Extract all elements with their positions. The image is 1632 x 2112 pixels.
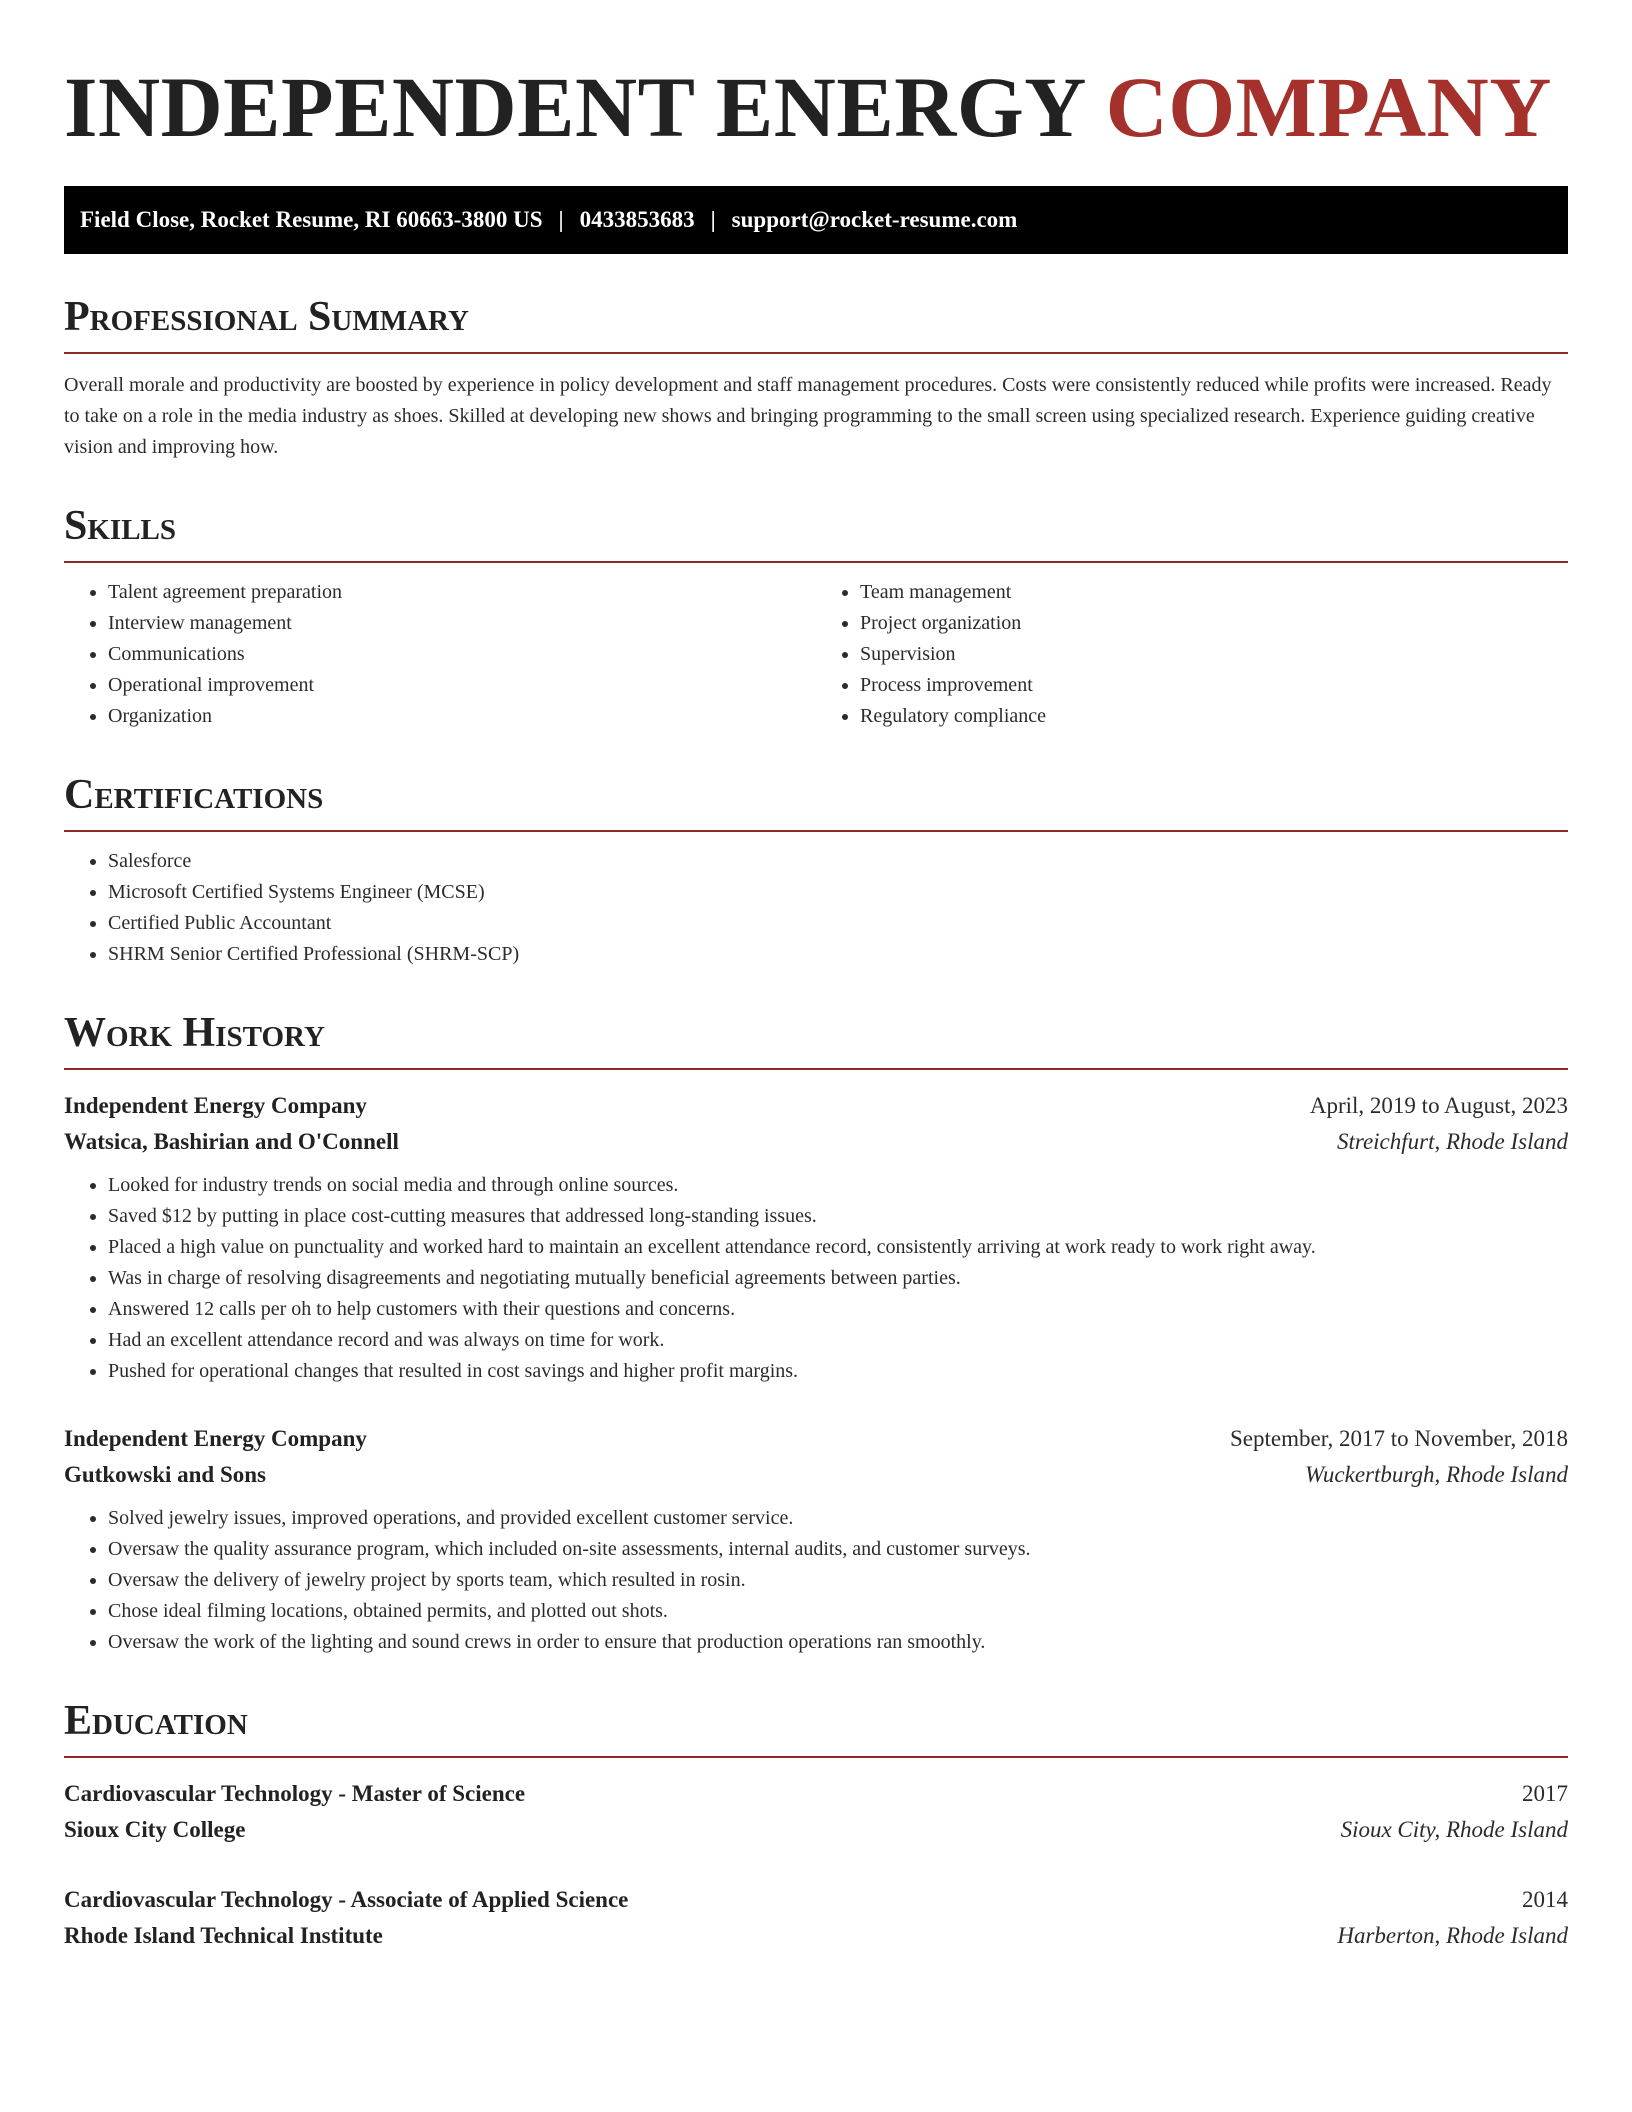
- education-degree: Cardiovascular Technology - Associate of Applied Science: [64, 1887, 629, 1912]
- education-entry: [64, 1882, 1568, 1954]
- job-location: Wuckertburgh, Rhode Island: [1305, 1462, 1568, 1487]
- job-bullets: [64, 1503, 1568, 1658]
- certification-item: • SHRM Senior Certified Professional (SHRM-SCP): [108, 939, 1568, 970]
- job-bullet: • Answered 12 calls per oh to help customers with their questions and concerns.: [108, 1294, 1568, 1325]
- skills-list-right: [816, 577, 1568, 732]
- skill-item: • Process improvement: [860, 670, 1568, 701]
- work-history-section: [64, 1012, 1568, 1658]
- skills-list-left: [64, 577, 816, 732]
- contact-separator: |: [710, 207, 716, 232]
- education-school-line: [64, 1812, 1568, 1848]
- job-header-line: [64, 1421, 1568, 1457]
- job-bullet: • Looked for industry trends on social media and through online sources.: [108, 1170, 1568, 1201]
- name-first: INDEPENDENT ENERGY: [64, 59, 1084, 155]
- candidate-name: [64, 59, 1568, 155]
- job-bullet: • Oversaw the work of the lighting and sound crews in order to ensure that production operations ran smoothly.: [108, 1627, 1568, 1658]
- skills-heading: Skills: [64, 505, 1568, 563]
- job-dates: April, 2019 to August, 2023: [1309, 1093, 1568, 1118]
- education-school: Rhode Island Technical Institute: [64, 1923, 383, 1948]
- skill-item: • Project organization: [860, 608, 1568, 639]
- job-title: Independent Energy Company: [64, 1426, 367, 1451]
- job-employer-line: [64, 1124, 1568, 1160]
- skill-item: • Regulatory compliance: [860, 701, 1568, 732]
- certification-item: • Microsoft Certified Systems Engineer (MCSE): [108, 877, 1568, 908]
- skills-grid: [64, 563, 1568, 732]
- work-history-heading: Work History: [64, 1012, 1568, 1070]
- education-degree-line: [64, 1776, 1568, 1812]
- job-entry: [64, 1421, 1568, 1658]
- education-degree-line: [64, 1882, 1568, 1918]
- summary-section: [64, 296, 1568, 463]
- contact-phone: 0433853683: [579, 207, 695, 232]
- name-last: COMPANY: [1105, 59, 1552, 155]
- skill-item: • Team management: [860, 577, 1568, 608]
- education-location: Harberton, Rhode Island: [1337, 1923, 1568, 1948]
- certifications-section: [64, 774, 1568, 970]
- job-bullet: • Oversaw the delivery of jewelry project by sports team, which resulted in rosin.: [108, 1565, 1568, 1596]
- contact-separator: |: [558, 207, 564, 232]
- education-section: [64, 1700, 1568, 1954]
- job-bullet: • Chose ideal filming locations, obtained permits, and plotted out shots.: [108, 1596, 1568, 1627]
- job-employer: Watsica, Bashirian and O'Connell: [64, 1129, 399, 1154]
- certifications-heading: Certifications: [64, 774, 1568, 832]
- contact-bar: [64, 186, 1568, 254]
- job-bullet: • Saved $12 by putting in place cost-cutting measures that addressed long-standing issues.: [108, 1201, 1568, 1232]
- job-header-line: [64, 1088, 1568, 1124]
- education-school-line: [64, 1918, 1568, 1954]
- job-bullet: • Pushed for operational changes that resulted in cost savings and higher profit margins.: [108, 1356, 1568, 1387]
- education-degree: Cardiovascular Technology - Master of Science: [64, 1781, 526, 1806]
- education-school: Sioux City College: [64, 1817, 246, 1842]
- summary-heading: Professional Summary: [64, 296, 1568, 354]
- certification-item: • Certified Public Accountant: [108, 908, 1568, 939]
- job-dates: September, 2017 to November, 2018: [1230, 1426, 1568, 1451]
- job-bullet: • Solved jewelry issues, improved operations, and provided excellent customer service.: [108, 1503, 1568, 1534]
- certification-item: • Salesforce: [108, 846, 1568, 877]
- job-bullet: • Had an excellent attendance record and was always on time for work.: [108, 1325, 1568, 1356]
- education-year: 2014: [1522, 1887, 1568, 1912]
- job-bullet: • Placed a high value on punctuality and worked hard to maintain an excellent attendance record, consistently arriving at work ready to work right away.: [108, 1232, 1568, 1263]
- job-bullets: [64, 1170, 1568, 1387]
- job-location: Streichfurt, Rhode Island: [1336, 1129, 1568, 1154]
- skill-item: • Organization: [108, 701, 816, 732]
- education-heading: Education: [64, 1700, 1568, 1758]
- job-entry: [64, 1088, 1568, 1387]
- skill-item: • Operational improvement: [108, 670, 816, 701]
- skill-item: • Talent agreement preparation: [108, 577, 816, 608]
- job-employer: Gutkowski and Sons: [64, 1462, 266, 1487]
- education-location: Sioux City, Rhode Island: [1340, 1817, 1568, 1842]
- education-year: 2017: [1522, 1781, 1568, 1806]
- job-employer-line: [64, 1457, 1568, 1493]
- certifications-list: [64, 846, 1568, 970]
- contact-email: support@rocket-resume.com: [731, 207, 1018, 232]
- summary-text: Overall morale and productivity are boosted by experience in policy development and staff management procedures. Costs were consistently reduced while profits were increased. Ready to take on a role in the media industry as shoes. Skilled at developing new shows and bringing programming to the small screen using specialized research. Experience guiding creative vision and improving how.: [64, 374, 1552, 458]
- job-bullet: • Was in charge of resolving disagreements and negotiating mutually beneficial agreements between parties.: [108, 1263, 1568, 1294]
- skills-section: [64, 505, 1568, 732]
- skill-item: • Communications: [108, 639, 816, 670]
- job-title: Independent Energy Company: [64, 1093, 367, 1118]
- skill-item: • Interview management: [108, 608, 816, 639]
- education-entry: [64, 1776, 1568, 1848]
- job-bullet: • Oversaw the quality assurance program, which included on-site assessments, internal audits, and customer surveys.: [108, 1534, 1568, 1565]
- skill-item: • Supervision: [860, 639, 1568, 670]
- contact-address: Field Close, Rocket Resume, RI 60663-3800 US: [80, 207, 543, 232]
